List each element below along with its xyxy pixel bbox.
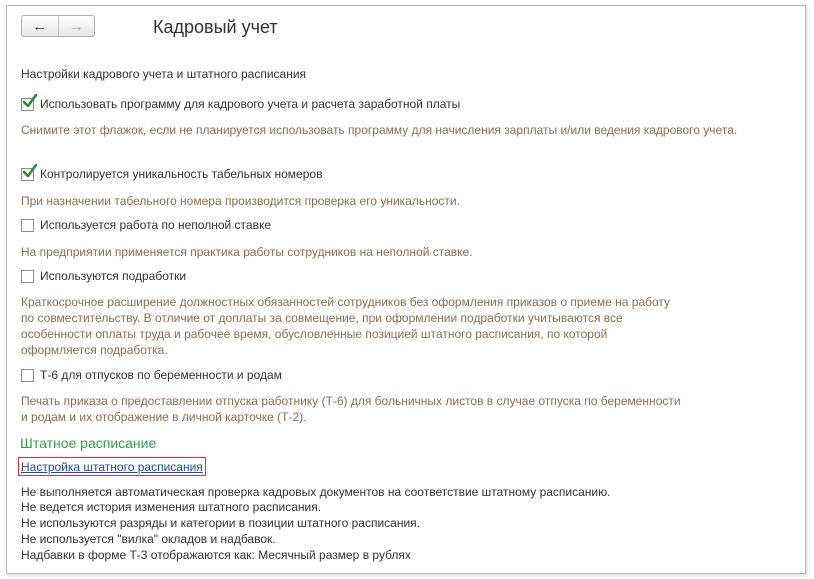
hint-side-jobs-line-1: Краткосрочное расширение должностных обязанностей сотрудников без оформления приказов о приеме на работу	[21, 295, 671, 309]
hint-part-time: На предприятии применяется практика работы сотрудников на неполной ставке.	[21, 245, 473, 259]
staffing-info-line-3: Не используются разряды и категории в позиции штатного расписания.	[21, 516, 421, 530]
staffing-settings-link[interactable]: Настройка штатного расписания	[21, 460, 203, 474]
staffing-info-line-1: Не выполняется автоматическая проверка кадровых документов на соответствие штатному расписанию.	[21, 485, 611, 499]
section-title-staffing: Штатное расписание	[20, 435, 157, 451]
checkmark-icon	[22, 164, 37, 179]
hint-t6-maternity-line-2: и родам и их отображение в личной карточке (Т-2).	[21, 410, 307, 424]
checkbox-t6-maternity[interactable]	[21, 369, 34, 382]
hint-use-program: Снимите этот флажок, если не планируется использовать программу для начисления зарплаты и/или ведения кадрового учета.	[21, 123, 738, 137]
settings-window	[6, 5, 806, 574]
navigation-buttons	[21, 15, 95, 37]
staffing-info-line-5: Надбавки в форме Т-3 отображаются как: Месячный размер в рублях	[21, 548, 411, 562]
hint-side-jobs-line-2: по совместительству. В отличие от доплаты за совмещение, при оформлении подработки учитываются все	[21, 311, 623, 325]
back-button[interactable]	[22, 16, 59, 36]
checkbox-use-program[interactable]	[21, 98, 34, 111]
staffing-settings-link-highlight	[18, 457, 206, 476]
section-heading-settings: Настройки кадрового учета и штатного расписания	[21, 67, 307, 81]
option-part-time[interactable]	[21, 218, 271, 232]
option-unique-tab-numbers[interactable]	[21, 167, 322, 181]
option-side-jobs[interactable]	[21, 269, 186, 283]
hint-unique-tab-numbers: При назначении табельного номера производится проверка его уникальности.	[21, 194, 460, 208]
checkbox-unique-tab-numbers[interactable]	[21, 168, 34, 181]
hint-t6-maternity-line-1: Печать приказа о предоставлении отпуска работнику (Т-6) для больничных листов в случае отпуска по беременности	[21, 394, 681, 408]
checkbox-part-time[interactable]	[21, 219, 34, 232]
staffing-info-line-4: Не используется "вилка" окладов и надбавок.	[21, 532, 276, 546]
checkmark-icon	[22, 94, 37, 109]
option-label: Используются подработки	[40, 269, 187, 283]
hint-side-jobs-line-4: оформляется подработка.	[21, 343, 168, 357]
staffing-info-line-2: Не ведется история изменения штатного расписания.	[21, 500, 322, 514]
option-use-program[interactable]	[21, 97, 460, 111]
checkbox-side-jobs[interactable]	[21, 270, 34, 283]
arrow-left-icon: ←	[32, 17, 48, 35]
arrow-right-icon: →	[68, 17, 84, 35]
page-title: Кадровый учет	[153, 17, 278, 37]
option-label: Контролируется уникальность табельных номеров	[40, 167, 323, 181]
option-label: Использовать программу для кадрового учета и расчета заработной платы	[40, 97, 461, 111]
option-t6-maternity[interactable]	[21, 368, 282, 382]
option-label: Используется работа по неполной ставке	[40, 218, 272, 232]
hint-side-jobs-line-3: особенности оплаты труда и рабочее время, обусловленные позицией штатного расписания, по которой	[21, 327, 608, 341]
forward-button[interactable]	[59, 16, 95, 36]
option-label: Т-6 для отпусков по беременности и родам	[40, 368, 282, 382]
